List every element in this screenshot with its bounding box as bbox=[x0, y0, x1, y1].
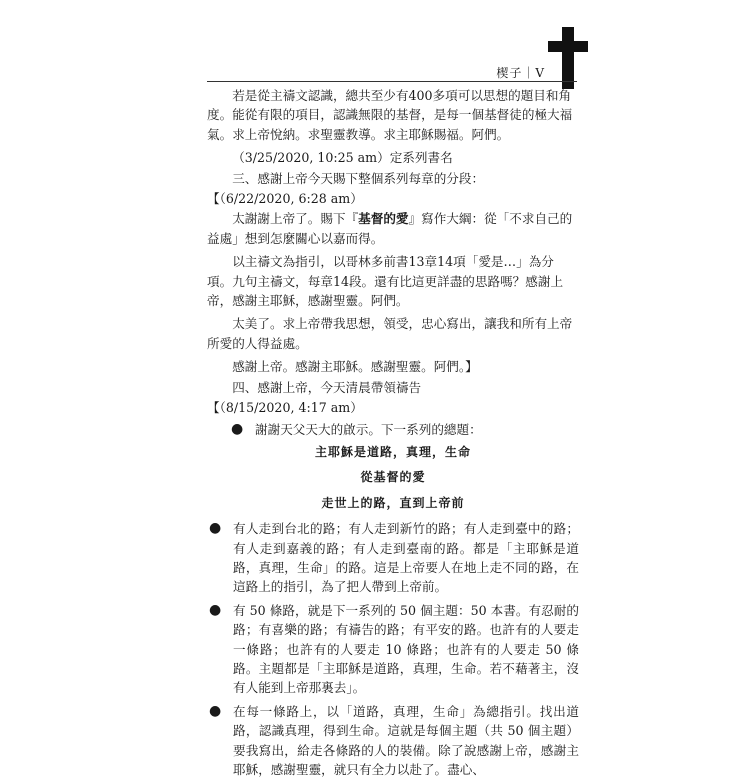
bullet-icon: ● bbox=[209, 702, 222, 719]
series-title: 主耶穌是道路，真理，生命 bbox=[314, 444, 471, 459]
paragraph: 太美了。求上帝帶我思想，領受，忠心寫出，讓我和所有上帝所愛的人得益處。 bbox=[207, 316, 573, 351]
list-item bbox=[207, 420, 579, 439]
list-item bbox=[207, 702, 579, 780]
list-item-text: 有人走到台北的路；有人走到新竹的路；有人走到臺中的路；有人走到嘉義的路；有人走到臺南的路。都是「主耶穌是道路，真理，生命」的路。這是上帝要人在地上走不同的路，在這路上的指引，為了把人帶到上帝前。 bbox=[233, 521, 579, 595]
bullet-icon: ● bbox=[209, 601, 222, 618]
paragraph: 若是從主禱文認識，總共至少有400多項可以思想的題目和角度。能從有限的項目，認識無限的基督，是每一個基督徒的極大福氣。求上帝悅納。求聖靈教導。求主耶穌賜福。阿們。 bbox=[207, 88, 573, 142]
series-title: 走世上的路，直到上帝前 bbox=[321, 495, 465, 510]
cross-icon bbox=[548, 27, 588, 89]
paragraph-text: 』寫作大綱：從「不求自己的益處」想到怎麼關心以嘉而得。 bbox=[207, 211, 573, 246]
page-header: 楔子｜V bbox=[496, 66, 545, 80]
paragraph bbox=[207, 209, 579, 248]
list-item bbox=[207, 519, 579, 597]
paragraph: 【（8/15/2020, 4:17 am） bbox=[207, 400, 363, 416]
book-title: 基督的愛 bbox=[358, 211, 409, 227]
bullet-icon: ● bbox=[209, 520, 222, 537]
paragraph: 感謝上帝。感謝主耶穌。感謝聖靈。阿們。】 bbox=[232, 359, 478, 375]
list-item bbox=[207, 601, 579, 698]
paragraph: （3/25/2020, 10:25 am）定系列書名 bbox=[232, 150, 453, 166]
paragraph: 以主禱文為指引，以哥林多前書13章14項「愛是…」為分項。九句主禱文，每章14段。還有比這更詳盡的思路嗎？感謝上帝，感謝主耶穌，感謝聖靈。阿們。 bbox=[207, 254, 564, 309]
page-body bbox=[207, 86, 579, 783]
paragraph: 三、感謝上帝今天賜下整個系列每章的分段： bbox=[232, 170, 485, 186]
paragraph-text: 太謝謝上帝了。賜下『 bbox=[232, 211, 359, 227]
paragraph: 四、感謝上帝，今天清晨帶領禱告 bbox=[232, 379, 422, 395]
paragraph: 【（6/22/2020, 6:28 am） bbox=[207, 191, 363, 207]
list-item-text: 謝謝天父天大的啟示。下一系列的總題： bbox=[255, 421, 482, 437]
header-rule bbox=[207, 81, 577, 82]
bullet-icon: ● bbox=[231, 420, 244, 437]
series-title: 從基督的愛 bbox=[360, 470, 426, 485]
list-item-text: 在每一條路上，以「道路，真理，生命」為總指引。找出道路，認識真理，得到生命。這就是每個主題（共 50 個主題）要我寫出，給走各條路的人的裝備。除了說感謝上帝，感謝主耶穌，感謝聖靈，就只有全力以赴了。盡心、 bbox=[233, 703, 579, 777]
list-item-text: 有 50 條路，就是下一系列的 50 個主題：50 本書。有忍耐的路；有喜樂的路；有禱告的路；有平安的路。也許有的人要走一條路；也許有的人要走 10 條路；也許有的人要走 50 條路。主題都是「主耶穌是道路，真理，生命。若不藉著主，沒有人能到上帝那裏去」。 bbox=[233, 602, 579, 696]
